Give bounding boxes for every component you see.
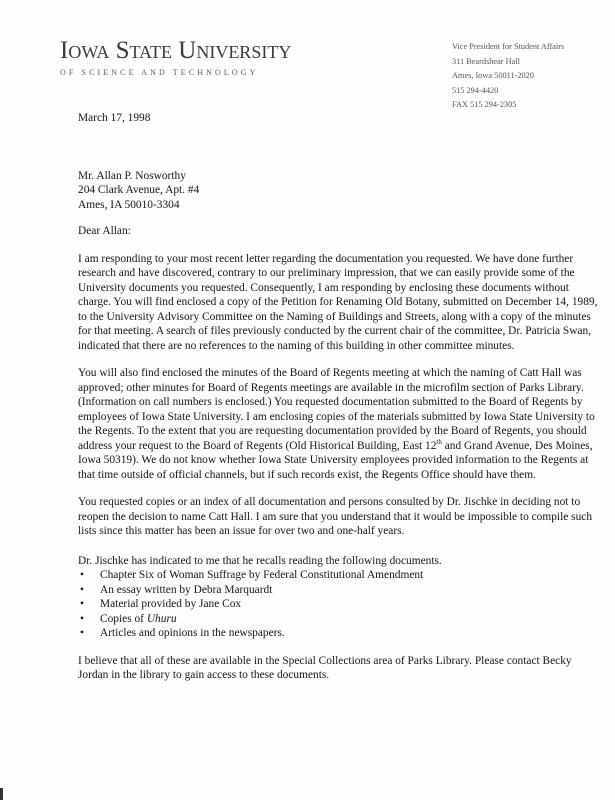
recipient-name: Mr. Allan P. Nosworthy bbox=[78, 169, 186, 182]
institution-name: Iowa State University bbox=[60, 37, 292, 64]
office-phone: 515 294-4420 bbox=[452, 85, 499, 95]
list-item: • An essay written by Debra Marquardt bbox=[80, 583, 273, 596]
letterhead-contact-block bbox=[452, 40, 564, 113]
list-item: • Material provided by Jane Cox bbox=[80, 598, 242, 610]
paragraph-3: You requested copies or an index of all documentation and persons consulted by Dr. Jischke in deciding not to reopen the decision to name Catt Hall. I am sure that you understand that it would be impossible to compile such lists since this matter has been an issue for over two and one-half years. bbox=[78, 496, 593, 537]
paragraph-2-text-a: You will also find enclosed the minutes of the Board of Regents meeting at which the naming of Catt Hall was approved; other minutes for Board of Regents meetings are available in the microfilm section of Parks Library. (Information on call numbers is enclosed.) You requested documentation submitted to the Board of Regents by employees of Iowa State University. I am enclosing copies of the materials submitted by Iowa State University to the Regents. To the extent that you are requesting documentation provided by the Board of Regents, you should address your request to the Board of Regents (Old Historical Building, East 12 bbox=[78, 367, 595, 452]
salutation: Dear Allan: bbox=[78, 225, 131, 237]
document-list bbox=[78, 568, 598, 641]
office-fax: FAX 515 294-2305 bbox=[452, 100, 517, 110]
bullet-icon: • bbox=[80, 612, 84, 625]
recipient-street: 204 Clark Avenue, Apt. #4 bbox=[78, 184, 200, 196]
letter-date: March 17, 1998 bbox=[78, 112, 151, 124]
ordinal-suffix: th bbox=[436, 437, 442, 446]
office-street: 311 Beardshear Hall bbox=[452, 56, 520, 66]
letterhead-logo bbox=[60, 37, 291, 77]
scan-artifact bbox=[0, 788, 3, 800]
publication-title: Uhuru bbox=[146, 612, 177, 625]
document-list-intro: Dr. Jischke has indicated to me that he recalls reading the following documents. bbox=[78, 554, 442, 567]
office-name: Vice President for Student Affairs bbox=[452, 42, 565, 51]
list-item: • Copies of Uhuru bbox=[80, 612, 177, 625]
closing-paragraph: I believe that all of these are available in the Special Collections area of Parks Library. Please contact Becky Jordan in the library to gain access to these documents. bbox=[78, 654, 572, 681]
list-item: • Articles and opinions in the newspapers. bbox=[80, 627, 285, 639]
list-item: • Chapter Six of Woman Suffrage by Federal Constitutional Amendment bbox=[80, 569, 424, 581]
office-city: Ames, Iowa 50011-2020 bbox=[452, 71, 534, 81]
recipient-city: Ames, IA 50010-3304 bbox=[78, 198, 180, 211]
letter-body bbox=[78, 111, 598, 683]
paragraph-2-text-b: and Grand Avenue, Des Moines, Iowa 50319). We do not know whether Iowa State University employees provided information to the Regents at that time outside of official channels, but if such records exist, the Regents Office should have them. bbox=[78, 439, 593, 481]
bullet-icon: • bbox=[80, 583, 84, 596]
institution-subtitle: OF SCIENCE AND TECHNOLOGY bbox=[60, 68, 259, 77]
bullet-icon: • bbox=[80, 627, 84, 639]
paragraph-1: I am responding to your most recent letter regarding the documentation you requested. We have done further research and have discovered, contrary to our preliminary impression, that we can easily provide some of the University documents you requested. Consequently, I am responding by enclosing these documents without charge. You will find enclosed a copy of the Petition for Renaming Old Botany, submitted on December 14, 1989, to the University Advisory Committee on the Naming of Buildings and Streets, along with a copy of the minutes for that meeting. A search of files previously conducted by the current chair of the committee, Dr. Patricia Swan, indicated that there are no references to the naming of this building in other committee minutes. bbox=[78, 252, 598, 352]
paragraph-2 bbox=[78, 366, 598, 482]
recipient-address bbox=[78, 169, 598, 213]
bullet-icon: • bbox=[80, 598, 84, 610]
bullet-icon: • bbox=[80, 569, 84, 581]
